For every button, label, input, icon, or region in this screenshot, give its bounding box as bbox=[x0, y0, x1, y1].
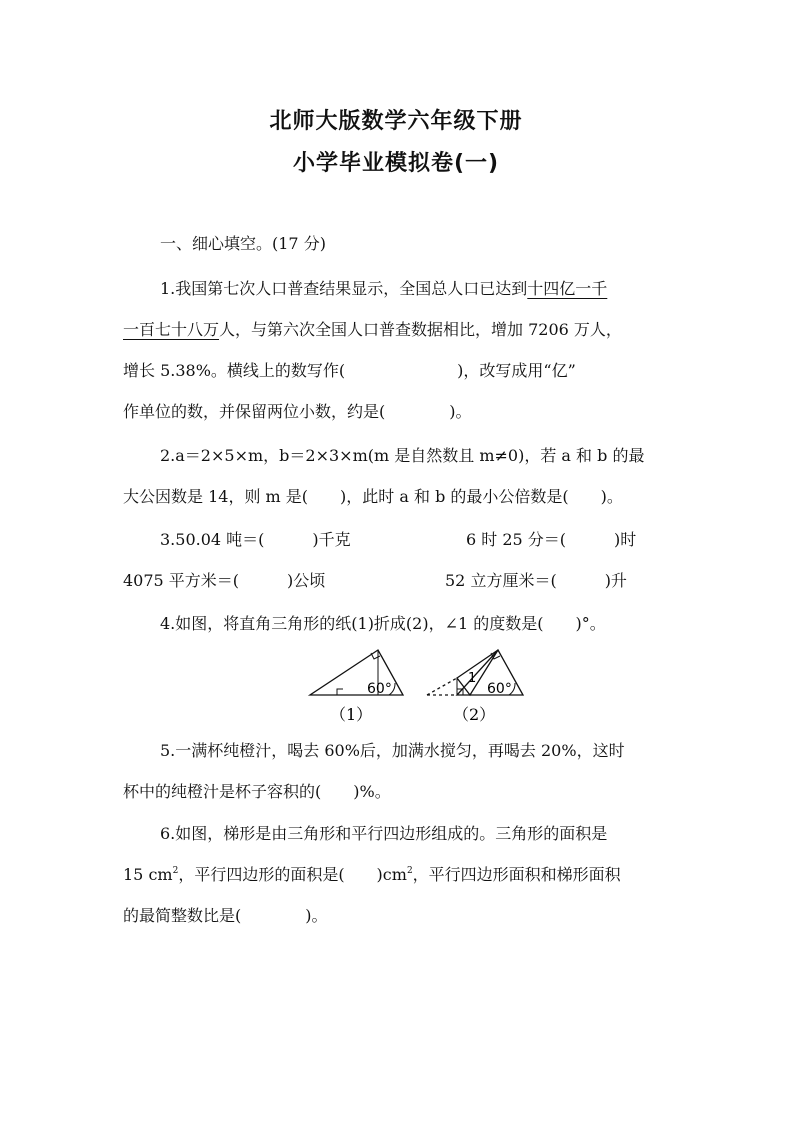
fig1-angle-label: 60° bbox=[367, 681, 392, 697]
page-title: 北师大版数学六年级下册 bbox=[269, 109, 523, 134]
q1-underlined-number-part2: 一百七十八万 bbox=[123, 320, 220, 339]
q6-superscript: 2 bbox=[172, 866, 179, 876]
page-subtitle: 小学毕业模拟卷(一) bbox=[292, 151, 500, 176]
q6-superscript: 2 bbox=[406, 866, 413, 876]
q2-line1: 2.a＝2×5×m，b＝2×3×m(m 是自然数且 m≠0)，若 a 和 b 的最 bbox=[160, 446, 645, 465]
q1-text: 1.我国第七次人口普查结果显示，全国总人口已达到 bbox=[160, 279, 528, 298]
q1-text: 人，与第六次全国人口普查数据相比，增加 7206 万人， bbox=[219, 320, 622, 339]
fig2-caption: （2） bbox=[453, 705, 496, 724]
q5-line1: 5.一满杯纯橙汁，喝去 60%后，加满水搅匀，再喝去 20%，这时 bbox=[160, 741, 625, 760]
section-heading: 一、细心填空。(17 分) bbox=[160, 234, 326, 253]
q3-item-c: 4075 平方米＝( )公顷 bbox=[123, 571, 326, 590]
q6-text: ，平行四边形面积和梯形面积 bbox=[412, 865, 621, 884]
q1-line4: 作单位的数，并保留两位小数，约是( )。 bbox=[123, 402, 472, 421]
q1-line3: 增长 5.38%。横线上的数写作( )，改写成用“亿” bbox=[123, 361, 576, 380]
q6-text: ，平行四边形的面积是( )cm bbox=[178, 865, 407, 884]
q1-line1 bbox=[160, 279, 607, 299]
q6-text: 15 cm bbox=[123, 865, 173, 884]
q3-item-a: 3.50.04 吨＝( )千克 bbox=[160, 530, 351, 549]
q6-line3: 的最简整数比是( )。 bbox=[123, 906, 328, 925]
q6-line2 bbox=[123, 865, 621, 885]
q1-underlined-number-part1: 十四亿一千 bbox=[527, 279, 608, 298]
fig2-angle-1-mark: 1 bbox=[468, 671, 477, 686]
q3-item-b: 6 时 25 分＝( )时 bbox=[466, 530, 637, 549]
q1-line2 bbox=[123, 320, 622, 340]
q2-line2: 大公因数是 14，则 m 是( )，此时 a 和 b 的最小公倍数是( )。 bbox=[123, 487, 623, 506]
q4-text: 4.如图，将直角三角形的纸(1)折成(2)，∠1 的度数是( )°。 bbox=[160, 614, 606, 633]
q6-line1: 6.如图，梯形是由三角形和平行四边形组成的。三角形的面积是 bbox=[160, 824, 608, 843]
q3-item-d: 52 立方厘米＝( )升 bbox=[445, 571, 627, 590]
fig2-angle-label: 60° bbox=[487, 681, 512, 697]
q4-figure bbox=[305, 648, 545, 728]
fig1-caption: （1） bbox=[330, 705, 373, 724]
q5-line2: 杯中的纯橙汁是杯子容积的( )%。 bbox=[123, 782, 391, 801]
